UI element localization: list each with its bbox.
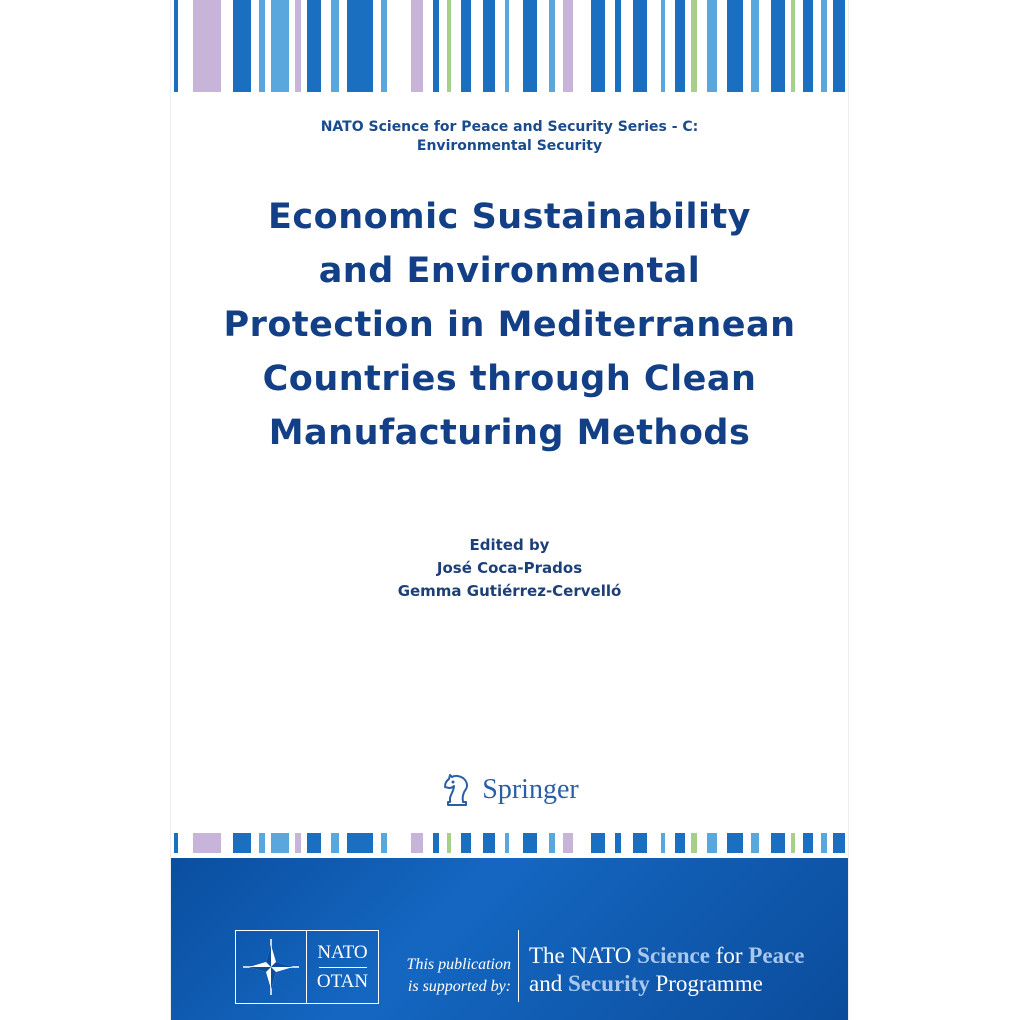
programme-and: and	[529, 971, 563, 996]
decorative-stripe	[259, 0, 265, 92]
programme-security: Security	[567, 971, 650, 996]
editors-block	[171, 534, 848, 603]
decorative-stripe	[433, 833, 439, 853]
editor-name: José Coca-Prados	[436, 559, 583, 577]
decorative-stripe	[751, 833, 759, 853]
decorative-stripe	[411, 833, 423, 853]
nato-otan-logo	[235, 930, 379, 1004]
decorative-stripe	[615, 0, 621, 92]
decorative-stripe	[447, 0, 451, 92]
decorative-stripe	[174, 833, 178, 853]
decorative-stripe	[675, 833, 685, 853]
decorative-stripe	[661, 0, 665, 92]
decorative-stripe	[381, 833, 387, 853]
nato-footer-banner	[171, 858, 848, 1020]
decorative-stripe	[331, 833, 339, 853]
decorative-stripe	[821, 0, 827, 92]
decorative-stripe	[523, 0, 537, 92]
decorative-stripe	[833, 0, 845, 92]
decorative-stripe	[563, 0, 573, 92]
decorative-stripe	[771, 0, 785, 92]
decorative-stripe	[233, 0, 251, 92]
series-line-2: Environmental Security	[416, 138, 603, 154]
publisher-name: Springer	[482, 774, 579, 805]
decorative-stripe	[295, 833, 301, 853]
series-line-1: NATO Science for Peace and Security Series - C:	[320, 119, 699, 135]
supported-line-1: This publication	[406, 956, 511, 973]
book-cover	[171, 0, 848, 1020]
decorative-stripe	[563, 833, 573, 853]
decorative-stripe	[271, 833, 289, 853]
title-line-4: Countries through Clean	[262, 359, 757, 399]
programme-the: The NATO	[529, 943, 632, 968]
decorative-stripe	[174, 0, 178, 92]
otan-label: OTAN	[316, 970, 369, 992]
decorative-stripe	[633, 833, 647, 853]
decorative-stripe	[193, 0, 221, 92]
decorative-stripe	[691, 833, 697, 853]
decorative-stripe	[707, 0, 717, 92]
decorative-stripe	[347, 833, 373, 853]
decorative-stripe	[523, 833, 537, 853]
decorative-stripe	[591, 833, 605, 853]
decorative-stripe	[307, 0, 321, 92]
decorative-stripe	[803, 0, 813, 92]
edited-by-label: Edited by	[469, 536, 550, 554]
decorative-stripe	[691, 0, 697, 92]
decorative-stripe	[271, 0, 289, 92]
title-line-5: Manufacturing Methods	[268, 413, 751, 453]
title-line-3: Protection in Mediterranean	[223, 305, 796, 345]
decorative-stripe	[447, 833, 451, 853]
decorative-stripe	[433, 0, 439, 92]
decorative-stripe	[505, 833, 509, 853]
decorative-stripe	[833, 833, 845, 853]
decorative-stripe	[347, 0, 373, 92]
programme-line-1	[529, 942, 805, 970]
footer-divider	[518, 930, 519, 1002]
nato-label: NATO	[317, 941, 368, 963]
decorative-stripe	[707, 833, 717, 853]
decorative-stripe	[295, 0, 301, 92]
book-title	[171, 190, 848, 460]
top-stripe-band	[171, 0, 848, 92]
decorative-stripe	[259, 833, 265, 853]
decorative-stripe	[727, 833, 743, 853]
decorative-stripe	[791, 833, 795, 853]
decorative-stripe	[771, 833, 785, 853]
decorative-stripe	[615, 833, 621, 853]
programme-word: Programme	[655, 971, 763, 996]
decorative-stripe	[307, 833, 321, 853]
nato-compass-star-icon	[236, 931, 307, 1003]
decorative-stripe	[751, 0, 759, 92]
decorative-stripe	[331, 0, 339, 92]
decorative-stripe	[803, 833, 813, 853]
decorative-stripe	[675, 0, 685, 92]
programme-peace: Peace	[748, 943, 805, 968]
programme-for: for	[715, 943, 743, 968]
decorative-stripe	[661, 833, 665, 853]
decorative-stripe	[821, 833, 827, 853]
programme-line-2	[529, 970, 805, 998]
supported-line-2: is supported by:	[407, 978, 511, 995]
decorative-stripe	[381, 0, 387, 92]
programme-science: Science	[637, 943, 710, 968]
bottom-stripe-band	[171, 833, 848, 853]
decorative-stripe	[549, 833, 555, 853]
nato-programme-text	[529, 942, 805, 998]
publisher-logo	[171, 772, 848, 808]
decorative-stripe	[791, 0, 795, 92]
decorative-stripe	[633, 0, 647, 92]
decorative-stripe	[549, 0, 555, 92]
decorative-stripe	[411, 0, 423, 92]
decorative-stripe	[505, 0, 509, 92]
title-line-2: and Environmental	[318, 251, 701, 291]
decorative-stripe	[483, 833, 495, 853]
supported-by-text	[393, 954, 511, 998]
editor-name: Gemma Gutiérrez-Cervelló	[397, 582, 622, 600]
series-title	[171, 118, 848, 156]
springer-chess-knight-icon	[440, 772, 474, 808]
decorative-stripe	[727, 0, 743, 92]
decorative-stripe	[193, 833, 221, 853]
title-line-1: Economic Sustainability	[268, 197, 751, 237]
decorative-stripe	[483, 0, 495, 92]
decorative-stripe	[461, 0, 471, 92]
decorative-stripe	[233, 833, 251, 853]
decorative-stripe	[591, 0, 605, 92]
decorative-stripe	[461, 833, 471, 853]
